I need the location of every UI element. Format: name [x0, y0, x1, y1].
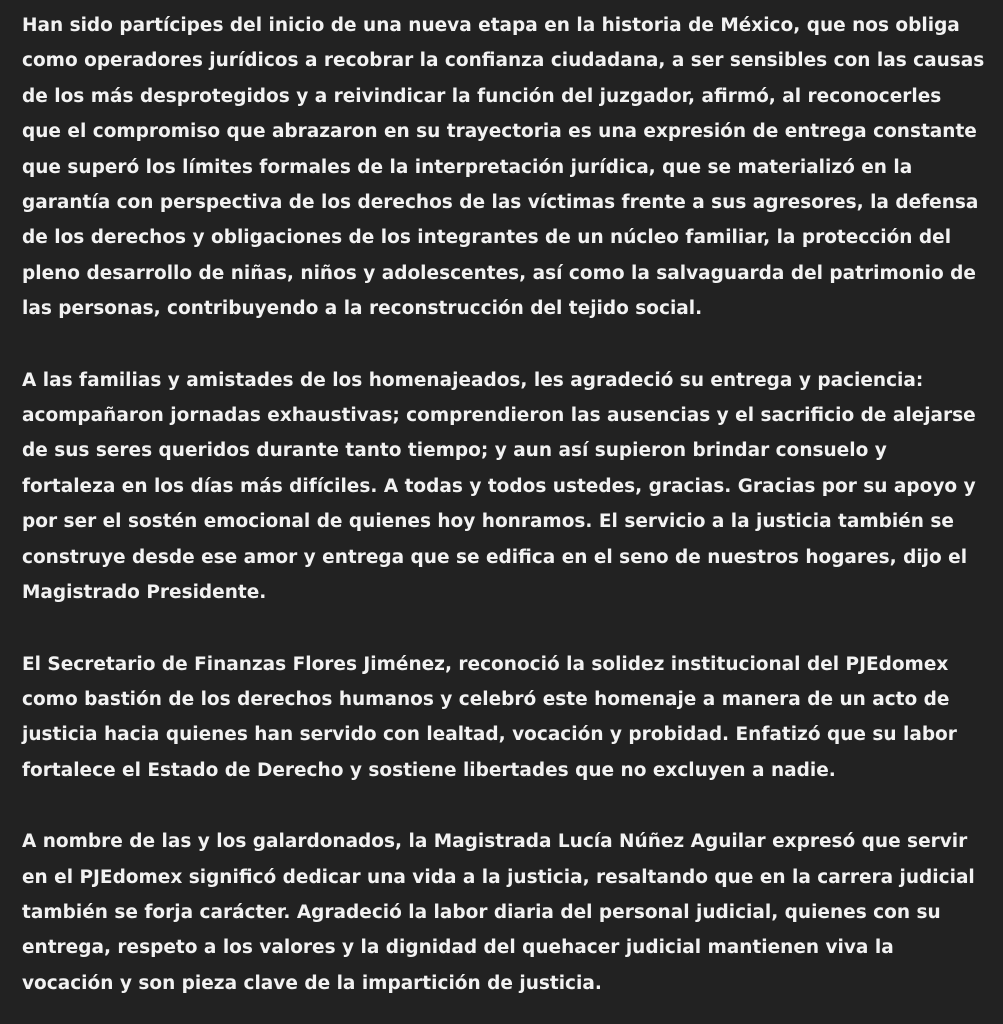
- paragraph-finance-secretary: El Secretario de Finanzas Flores Jiménez, reconoció la solidez institucional del PJEdomex como bastión de los derechos humanos y celebró este homenaje a manera de un acto de justicia hacia quienes han servido con lealtad, vocación y probidad. Enfatizó que su labor fortalece el Estado de Derecho y sostiene libertades que no excluyen a nadie.: [22, 653, 957, 781]
- paragraph-awardees: A nombre de las y los galardonados, la Magistrada Lucía Núñez Aguilar expresó que servir en el PJEdomex significó dedicar una vida a la justicia, resaltando que en la carrera judicial también se forja carácter. Agradeció la labor diaria del personal judicial, quienes con su entrega, respeto a los valores y la dignidad del quehacer judicial mantienen viva la vocación y son pieza clave de la impartición de justicia.: [22, 831, 975, 994]
- paragraph-intro: Han sido partícipes del inicio de una nueva etapa en la historia de México, que nos obliga como operadores jurídicos a recobrar la confianza ciudadana, a ser sensibles con las causas de los más desprotegidos y a reivindicar la función del juzgador, afirmó, al reconocerles que el compromiso que abrazaron en su trayectoria es una expresión de entrega constante que superó los límites formales de la interpretación jurídica, que se materializó en la garantía con perspectiva de los derechos de las víctimas frente a sus agresores, la defensa de los derechos y obligaciones de los integrantes de un núcleo familiar, la protección del pleno desarrollo de niñas, niños y adolescentes, así como la salvaguarda del patrimonio de las personas, contribuyendo a la reconstrucción del tejido social.: [22, 15, 985, 320]
- paragraph-families: A las familias y amistades de los homenajeados, les agradeció su entrega y paciencia: acompañaron jornadas exhaustivas; comprendieron las ausencias y el sacrificio de alejarse de sus seres queridos durante tanto tiempo; y aun así supieron brindar consuelo y fortaleza en los días más difíciles. A todas y todos ustedes, gracias. Gracias por su apoyo y por ser el sostén emocional de quienes hoy honramos. El servicio a la justicia también se construye desde ese amor y entrega que se edifica en el seno de nuestros hogares, dijo el Magistrado Presidente.: [22, 369, 976, 604]
